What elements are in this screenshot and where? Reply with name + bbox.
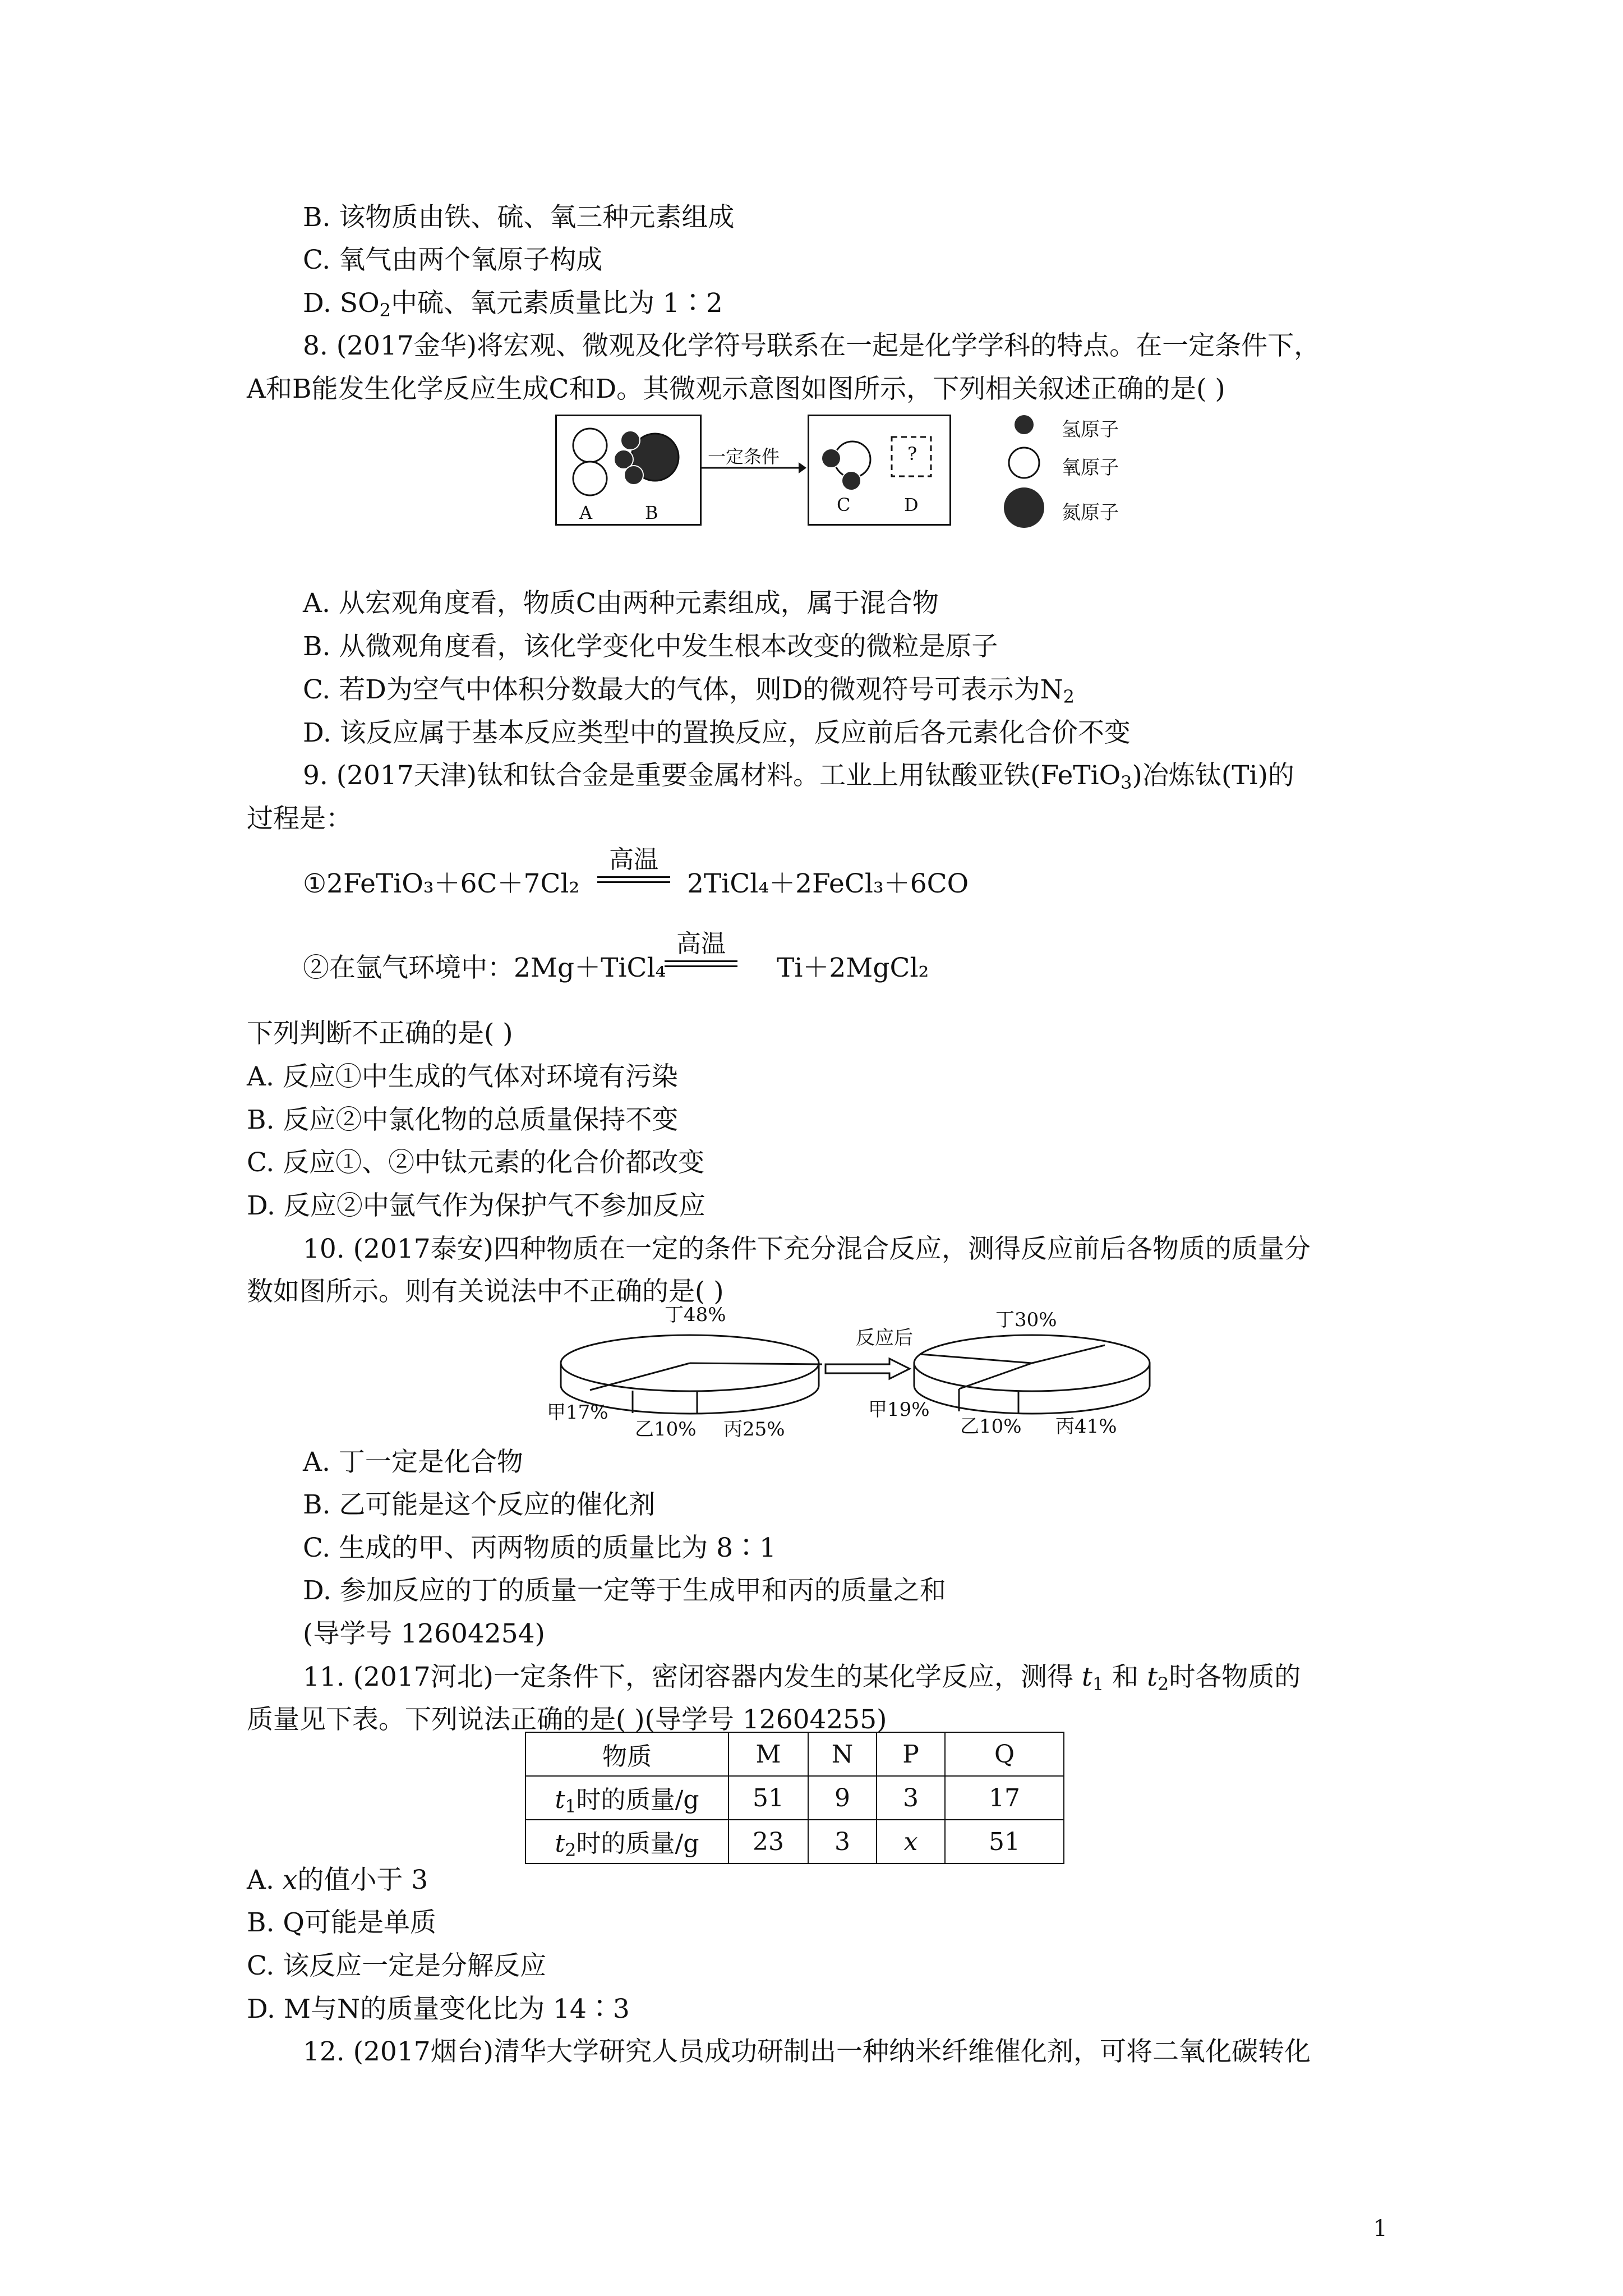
q10-guide-number: (导学号 12604254) xyxy=(303,1618,545,1649)
table-row-label: $t_1$时的质量/g xyxy=(525,1776,728,1820)
table-header-row xyxy=(525,1732,1064,1776)
q9-stem-line1: 9. (2017天津)钛和钛合金是重要金属材料。工业上用钛酸亚铁(FeTiO$_3$)冶炼钛(Ti)的 xyxy=(303,760,1294,793)
table-cell: 17 xyxy=(945,1776,1064,1820)
table-cell: 23 xyxy=(728,1820,808,1864)
table-row xyxy=(525,1820,1064,1864)
pie-after-label-ding: 丁30% xyxy=(995,1309,1057,1331)
q9-equation-1-left: ①2FeTiO₃＋6C＋7Cl₂ xyxy=(303,868,580,899)
equals-sign xyxy=(665,960,737,967)
condition-label: 高温 xyxy=(676,930,726,958)
legend-symbols xyxy=(1004,412,1049,533)
pie-before-label-bing: 丙25% xyxy=(723,1418,785,1441)
q10-stem-line2: 数如图所示。则有关说法中不正确的是( ) xyxy=(247,1276,724,1307)
q8-option-a: A. 从宏观角度看，物质C由两种元素组成，属于混合物 xyxy=(303,588,939,619)
pie-before-label-yi: 乙10% xyxy=(635,1418,697,1441)
pie-before-label-jia: 甲17% xyxy=(547,1401,608,1424)
hydrogen-atom xyxy=(842,471,861,490)
legend-nitrogen-label: 氮原子 xyxy=(1062,501,1119,524)
q9-option-a: A. 反应①中生成的气体对环境有污染 xyxy=(247,1061,678,1092)
label-a: A xyxy=(579,502,593,523)
legend-nitrogen-icon xyxy=(1004,487,1044,528)
q9-option-b: B. 反应②中氯化物的总质量保持不变 xyxy=(247,1105,679,1135)
table-header-cell: 物质 xyxy=(525,1732,728,1776)
equals-sign xyxy=(597,876,670,883)
pie-after-label-bing: 丙41% xyxy=(1055,1415,1117,1438)
q8-stem-line1: 8. (2017金华)将宏观、微观及化学符号联系在一起是化学学科的特点。在一定条件下， xyxy=(303,330,1321,361)
hydrogen-atom xyxy=(822,449,841,468)
q11-mass-table xyxy=(525,1732,1064,1864)
q9-question: 下列判断不正确的是( ) xyxy=(247,1018,513,1049)
pie-before-label-ding: 丁48% xyxy=(665,1304,726,1326)
pie-arrow-icon xyxy=(823,1356,913,1381)
q10-option-d: D. 参加反应的丁的质量一定等于生成甲和丙的质量之和 xyxy=(303,1575,946,1606)
q9-stem-line2: 过程是： xyxy=(247,803,352,834)
q9-option-d: D. 反应②中氩气作为保护气不参加反应 xyxy=(247,1190,706,1221)
reaction-arrow-icon xyxy=(700,460,806,477)
hydrogen-atom xyxy=(624,466,643,485)
q8-option-c: C. 若D为空气中体积分数最大的气体，则D的微观符号可表示为$N_2$ xyxy=(303,674,1075,707)
table-cell: 9 xyxy=(808,1776,877,1820)
q8-option-d: D. 该反应属于基本反应类型中的置换反应，反应前后各元素化合价不变 xyxy=(303,717,1131,748)
legend-oxygen-label: 氧原子 xyxy=(1062,457,1119,479)
table-header-cell: Q xyxy=(945,1732,1064,1776)
q11-option-c: C. 该反应一定是分解反应 xyxy=(247,1950,547,1981)
table-cell: 51 xyxy=(945,1820,1064,1864)
q9-option-c: C. 反应①、②中钛元素的化合价都改变 xyxy=(247,1147,705,1178)
q9-equation-1-right: 2TiCl₄＋2FeCl₃＋6CO xyxy=(687,868,969,899)
condition-label: 高温 xyxy=(609,845,658,874)
legend-hydrogen-label: 氢原子 xyxy=(1062,418,1119,441)
q10-option-b: B. 乙可能是这个反应的催化剂 xyxy=(303,1489,656,1520)
table-cell: 3 xyxy=(877,1776,945,1820)
pie-after-label-yi: 乙10% xyxy=(960,1415,1022,1438)
reactant-molecules xyxy=(555,415,701,527)
table-row-label: $t_2$时的质量/g xyxy=(525,1820,728,1864)
oxygen-atom xyxy=(573,429,607,462)
pie-after-label-jia: 甲19% xyxy=(868,1398,930,1421)
product-molecules xyxy=(808,415,951,527)
q9-equation-2-left: ②在氩气环境中：2Mg＋TiCl₄ xyxy=(303,953,666,983)
unknown-mark: ? xyxy=(907,443,917,464)
table-header-cell: N xyxy=(808,1732,877,1776)
pie-after xyxy=(909,1324,1155,1419)
q9-equation-2-condition xyxy=(665,930,737,967)
q11-option-d: D. M与N的质量变化比为 14∶3 xyxy=(247,1994,630,2024)
page-number: 1 xyxy=(1373,2216,1387,2242)
q7-option-d: D. $SO_2$中硫、氧元素质量比为 1∶2 xyxy=(303,288,723,321)
label-b: B xyxy=(645,502,658,523)
arrow-label: 一定条件 xyxy=(708,446,780,467)
table-header-cell: M xyxy=(728,1732,808,1776)
hydrogen-atom xyxy=(621,431,640,450)
q10-option-a: A. 丁一定是化合物 xyxy=(303,1447,523,1478)
q11-stem-line2: 质量见下表。下列说法正确的是( )(导学号 12604255) xyxy=(247,1704,887,1735)
label-c: C xyxy=(837,494,851,516)
slice-boundary xyxy=(690,1363,822,1364)
q12-stem-line1: 12. (2017烟台)清华大学研究人员成功研制出一种纳米纤维催化剂，可将二氧化碳转化 xyxy=(303,2036,1311,2067)
q8-option-b: B. 从微观角度看，该化学变化中发生根本改变的微粒是原子 xyxy=(303,631,998,662)
label-d: D xyxy=(904,494,919,516)
table-header-cell: P xyxy=(877,1732,945,1776)
pie-arrow-label: 反应后 xyxy=(856,1327,913,1349)
q11-option-b: B. Q可能是单质 xyxy=(247,1907,436,1938)
q9-equation-2-right: Ti＋2MgCl₂ xyxy=(777,953,929,983)
table-row xyxy=(525,1776,1064,1820)
q11-stem-line1: 11. (2017河北)一定条件下，密闭容器内发生的某化学反应，测得 $t_1$ 和 $t_2$时各物质的 xyxy=(303,1662,1301,1695)
legend-oxygen-icon xyxy=(1009,448,1039,478)
q8-stem-line2: A和B能发生化学反应生成C和D。其微观示意图如图所示，下列相关叙述正确的是( ) xyxy=(247,374,1225,404)
q7-option-b: B. 该物质由铁、硫、氧三种元素组成 xyxy=(303,202,735,233)
q10-stem-line1: 10. (2017泰安)四种物质在一定的条件下充分混合反应，测得反应前后各物质的质量分 xyxy=(303,1234,1311,1264)
legend-hydrogen-icon xyxy=(1015,415,1034,434)
q11-option-a: A. x的值小于 3 xyxy=(247,1865,428,1895)
table-cell: 51 xyxy=(728,1776,808,1820)
table-cell: x xyxy=(877,1820,945,1864)
q9-equation-1-condition xyxy=(597,846,670,883)
table-cell: 3 xyxy=(808,1820,877,1864)
q10-option-c: C. 生成的甲、丙两物质的质量比为 8∶1 xyxy=(303,1533,776,1563)
q7-option-c: C. 氧气由两个氧原子构成 xyxy=(303,245,603,275)
oxygen-atom xyxy=(573,462,607,495)
